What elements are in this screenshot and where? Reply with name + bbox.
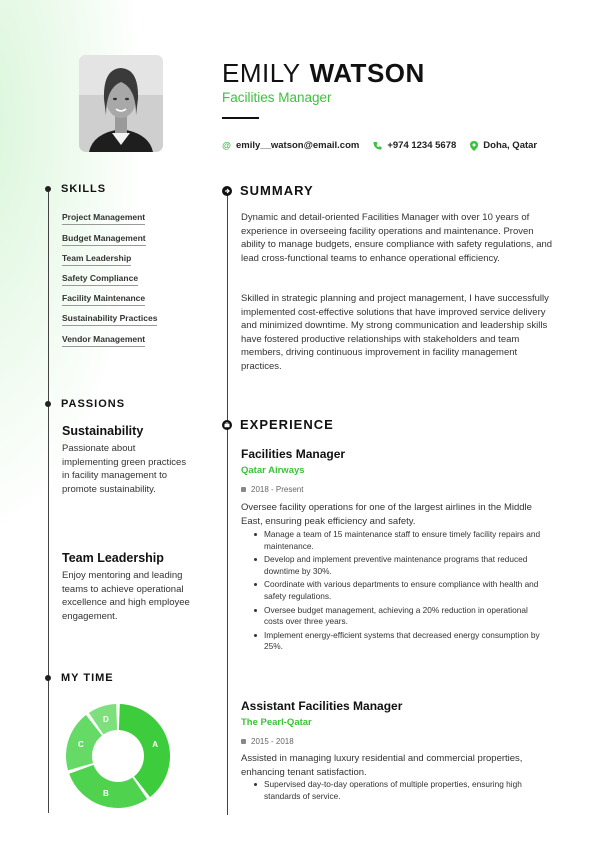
job-bullets bbox=[252, 529, 542, 655]
passions-heading: PASSIONS bbox=[61, 398, 126, 410]
skills-dot bbox=[45, 186, 51, 192]
calendar-icon bbox=[241, 487, 246, 492]
donut-label-b: B bbox=[103, 789, 109, 799]
last-name: WATSON bbox=[309, 58, 425, 88]
summary-paragraph: Dynamic and detail-oriented Facilities Manager with over 10 years of experience in overseeing facility operations and maintenance. Proven ability to manage budgets, ensure compliance with safety regulations, and lead cross-functional teams to enhance operational efficiency. bbox=[241, 212, 553, 264]
first-name: EMILY bbox=[222, 58, 301, 88]
candidate-name bbox=[222, 58, 425, 89]
job-title: Assistant Facilities Manager bbox=[241, 699, 403, 713]
header-divider bbox=[222, 117, 259, 119]
at-icon bbox=[222, 141, 231, 150]
job-bullet: Manage a team of 15 maintenance staff to ensure timely facility repairs and maintenance. bbox=[252, 529, 542, 552]
skill-item: Sustainability Practices bbox=[62, 313, 157, 326]
skill-item: Team Leadership bbox=[62, 253, 131, 266]
donut-label-c: C bbox=[78, 739, 84, 749]
email-text: emily__watson@email.com bbox=[236, 140, 360, 151]
location-pin-icon bbox=[470, 141, 478, 151]
briefcase-icon bbox=[222, 420, 232, 430]
job-description: Assisted in managing luxury residential and commercial properties, enhancing tenant satisfaction. bbox=[241, 753, 523, 778]
calendar-icon bbox=[241, 739, 246, 744]
contact-location bbox=[470, 140, 537, 151]
job-bullet: Develop and implement preventive maintenance programs that reduced downtime by 30%. bbox=[252, 554, 542, 577]
job-dates-text: 2015 - 2018 bbox=[251, 737, 294, 746]
skills-heading: SKILLS bbox=[61, 183, 107, 195]
experience-heading: EXPERIENCE bbox=[240, 417, 334, 432]
job-bullet: Implement energy-efficient systems that decreased energy consumption by 25%. bbox=[252, 630, 542, 653]
my-time-donut-chart bbox=[60, 698, 176, 814]
job-description: Oversee facility operations for one of the largest airlines in the Middle East, ensuring peak efficiency and safety. bbox=[241, 502, 532, 527]
job-bullets bbox=[252, 779, 542, 804]
contact-phone[interactable] bbox=[373, 140, 456, 151]
passion-title: Team Leadership bbox=[62, 551, 164, 565]
skill-item: Vendor Management bbox=[62, 334, 145, 347]
phone-text: +974 1234 5678 bbox=[387, 140, 457, 151]
donut-slice-b bbox=[69, 765, 147, 808]
contact-email[interactable] bbox=[222, 140, 359, 151]
my-time-dot bbox=[45, 675, 51, 681]
profile-photo bbox=[79, 55, 163, 152]
summary-icon bbox=[222, 186, 232, 196]
job-role: Facilities Manager bbox=[222, 90, 332, 105]
passion-text: Passionate about implementing green practices in facility management to promote sustainability. bbox=[62, 443, 187, 495]
location-text: Doha, Qatar bbox=[483, 140, 538, 151]
job-bullet: Oversee budget management, achieving a 20% reduction in operational costs over three years. bbox=[252, 605, 542, 628]
passion-text: Enjoy mentoring and leading teams to achieve operational excellence and high employee engagement. bbox=[62, 570, 190, 622]
job-bullet: Supervised day-to-day operations of multiple properties, ensuring high standards of service. bbox=[252, 779, 542, 802]
donut-label-a: A bbox=[152, 739, 158, 749]
svg-text:@: @ bbox=[222, 141, 231, 150]
skill-item: Budget Management bbox=[62, 233, 146, 246]
skill-item: Safety Compliance bbox=[62, 273, 138, 286]
passion-title: Sustainability bbox=[62, 424, 144, 438]
donut-label-d: D bbox=[103, 714, 109, 724]
skill-item: Facility Maintenance bbox=[62, 293, 145, 306]
job-title: Facilities Manager bbox=[241, 447, 346, 461]
company-name: The Pearl-Qatar bbox=[241, 717, 312, 728]
summary-paragraph: Skilled in strategic planning and project management, I have successfully implemented cost-effective solutions that have improved service delivery and minimized downtime. My strong communication and leadership skills have fostered productive relationships with stakeholders and team members, driving continuous improvement in facility management practices. bbox=[241, 293, 549, 372]
contact-bar bbox=[222, 140, 551, 151]
job-dates bbox=[241, 737, 294, 746]
job-bullet: Coordinate with various departments to ensure compliance with health and safety regulations. bbox=[252, 579, 542, 602]
summary-heading: SUMMARY bbox=[240, 183, 314, 198]
my-time-heading: MY TIME bbox=[61, 672, 114, 684]
passions-dot bbox=[45, 401, 51, 407]
right-timeline bbox=[227, 191, 228, 815]
left-timeline bbox=[48, 188, 49, 813]
job-dates-text: 2018 - Present bbox=[251, 485, 304, 494]
phone-icon bbox=[373, 141, 382, 150]
company-name: Qatar Airways bbox=[241, 465, 305, 476]
skill-item: Project Management bbox=[62, 212, 145, 225]
job-dates bbox=[241, 485, 303, 494]
